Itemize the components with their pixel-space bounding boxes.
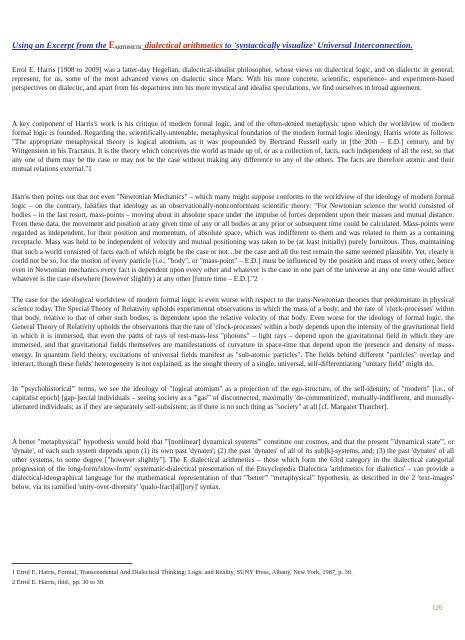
footnote-divider bbox=[12, 563, 132, 564]
heading-middle: dialectical arithmetics bbox=[142, 40, 223, 50]
page-number: 126 bbox=[432, 604, 443, 612]
footnote-1: 1 Errol E. Harris, Formal, Transcendental And Dialectical Thinking: Logic and Reality, SUNY Press, Albany, New York, 1987, p. 30. bbox=[12, 569, 353, 576]
arithmetic-logo: EARITHMETIC bbox=[108, 40, 143, 51]
paragraph-relativity: The case for the ideological worldview of modern formal logic is even worse with respect to the trans-Newtonian theories that predominate in physical science today. The Special Theory of Relativity upholds experimental observations in which the mass of a body, and the rate of 'clock-processes' within that body, relative to that of other such bodies, is dependent upon the relative velocity of that body. Even worse for the ideology of formal logic, the General Theory of Relativity upholds the observations that the rate of 'clock-processes' within a body depends upon the intensity of the gravitational field in which it is immersed, that even the paths of rays of rest-mass-less "photons" – light rays – depend upon the gravitational field in which they are immersed, and that gravitational fields themselves are manifestations of curvature in space-time that depend upon the presence and density of mass-energy. In quantum field theory, excitations of universal fields manifest as "sub-atomic particles". The fields behind different "particles" overlap and interact, though these fields' heterogeneity is not explained, as the sought theory of a single, universal, self-differentiating "unitary field" might do. bbox=[12, 296, 454, 368]
heading-lead: Using an Excerpt from the bbox=[12, 40, 109, 50]
paragraph-dynamical-systems: A better "metaphysical" hypothesis would hold that '''[nonlinear] dynamical systems''' constitute our cosmos, and that the present '''dynamical state''', or 'dynate', of each such system depends upon (1) its own past 'dynates'; (2) the past 'dynates' of all of its sub[k]-systems, and; (3) the past 'dynates' of all other systems, to some degree ["however slightly"]. The E dialectical arithmetics – those which form the 63rd category in the dialectical categorial progression of the long-form/'slow-form' systematic-dialectical presentation of the Encyclopedia Dialectica 'arithmetics for dialectics' – can provide a dialectical-ideographical language for the mathematical representation of that '''better''' "metaphysical" hypothesis, as described in the 2 'text-images' below, via its ramified 'unity-over-diversity' 'qualo-fract[al][ory]' syntax. bbox=[12, 438, 454, 492]
paragraph-newtonian-mechanics: Harris then points out that not even "Newtonian Mechanics" – which many might suppose conforms to the worldview of the ideology of modern formal logic – on the contrary, falsifies that ideology as an observationally-nonconformant scientific theory: "For Newtonian science the world consisted of bodies – in the last resort, mass-points – moving about in absolute space under the impulse of forces dependent upon their masses and mutual distance. From these data, the movement and position at any given time of any or all bodies at any prior or subsequent time could be calculated. Mass-points were regarded as independent, for their position and momentum, of absolute space, which was indifferent to them and was related to them as a containing receptacle. Mass was held to be independent of velocity and mutual positioning was taken to be (at least initially) purely fortuitous. Thus, maintaining that such a world consisted of facts each of which might be the case or not…be the case and all the rest remain the same seemed plausible. Yet, clearly it could not be so, for the motion of every particle [i.e., "body", or "mass-point" – E.D.] must be influenced by the position and mass of every other, hence even in Newtonian mechanics every fact is dependent upon every other and whatever is the case in one part of the universe at any one time would affect whatever is the case elsewhere (however slightly) at any other [future time – E.D.]."2 bbox=[12, 193, 454, 283]
heading-tail: to 'syntactically visualize' Universal Interconnection. bbox=[222, 40, 413, 50]
footnote-2: 2 Errol E. Harris, ibid., pp. 30 to 30. bbox=[12, 579, 105, 586]
paragraph-harris-intro: Errol E. Harris [1908 to 2009] was a latter-day Hegelian, dialectical-idealist philosopher, whose views on dialectical logic, and on dialectic in general, represent, for us, some of the most advanced views on dialectic since Marx. With his more concrete, scientific, experience- and experiment-based perspectives on dialectic, and apart from his departures into his more mystical and idealist speculations, we find ourselves in broad agreement. bbox=[12, 66, 454, 93]
paragraph-formal-logic-critique: A key component of Harris's work is his critique of modern formal logic, and of the often-denied metaphysic upon which the worldview of modern formal logic is founded. Regarding the, scientifically-untenable, metaphysical foundation of the modern formal logic ideology, Harris wrote as follows: "The appropriate metaphysical theory is logical atomism, as it was propounded by Bertrand Russell early in [the 20th – E.D.] century, and by Wittgenstein in his Tractatus. It is the theory which conceives the world as made up of, or as a collection of, facts, each independent of all the rest, so that any one of them may be the case or may not be the case without making any difference to any of the others. The facts are therefore atomic and their mutual relations external."1 bbox=[12, 120, 454, 174]
paragraph-psychohistorical: In '''psychohistorical''' terms, we see the ideology of "logical atomism" as a projection of the ego-structure, of the self-identity, of "modern" [i.e., of capitalist epoch] [gap-]social individuals – seeing society as a '''gas''' of disconnected, maximally 'de-communitized', mutually-indifferent, and mutually-alienated individuals; as if they are separately self-subsistent; as if there is no such thing as "society" at all [cf. Margaret Thatcher]. bbox=[12, 385, 454, 412]
page-heading bbox=[12, 40, 452, 51]
